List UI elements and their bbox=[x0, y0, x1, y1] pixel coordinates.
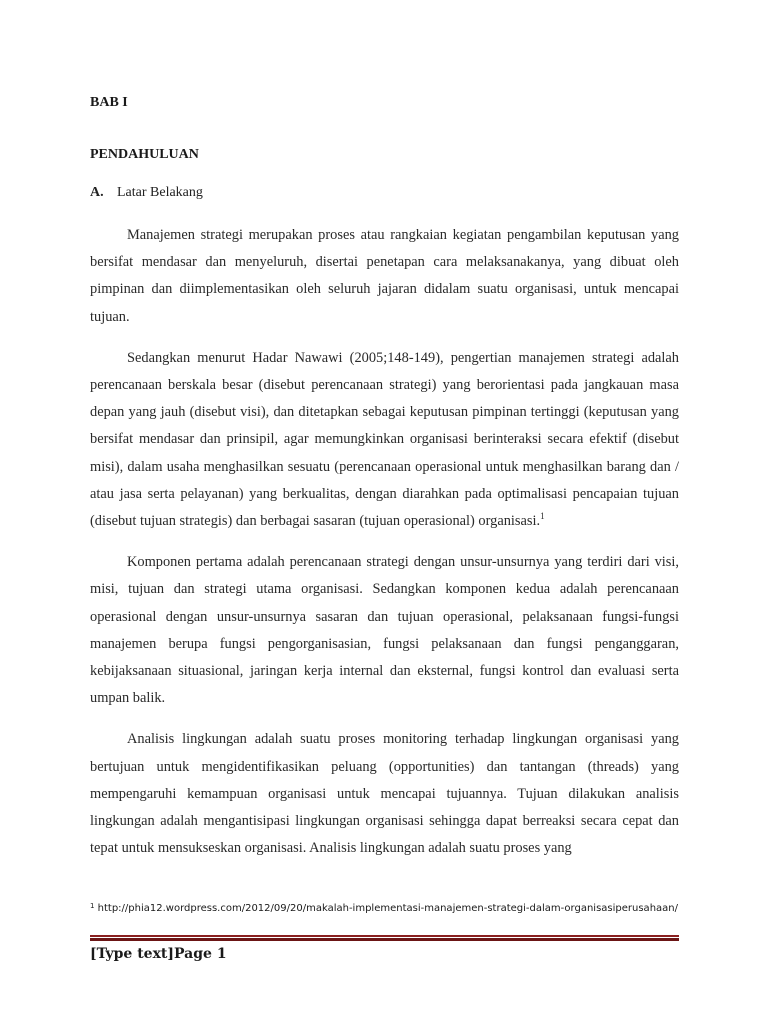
section-heading bbox=[90, 178, 679, 208]
footnote bbox=[90, 898, 679, 917]
footer-divider bbox=[90, 935, 679, 943]
paragraph: Komponen pertama adalah perencanaan strategi dengan unsur-unsurnya yang terdiri dari visi, misi, tujuan dan strategi utama organisasi. Sedangkan komponen kedua adalah perencanaan operasional dengan unsur-unsurnya sasaran dan tujuan operasional, pelaksanaan fungsi-fungsi manajemen berupa fungsi pengorganisasian, fungsi pelaksanaan dan fungsi penganggaran, kebijaksanaan situasional, jaringan kerja internal dan eksternal, fungsi kontrol dan evaluasi serta umpan balik. bbox=[90, 554, 679, 707]
page-body bbox=[90, 88, 679, 876]
chapter-title: PENDAHULUAN bbox=[90, 147, 199, 162]
paragraph: Manajemen strategi merupakan proses atau rangkaian kegiatan pengambilan keputusan yang bersifat mendasar dan menyeluruh, disertai penetapan cara melaksanakanya, yang dibuat oleh pimpinan dan diimplementasikan oleh seluruh jajaran didalam suatu organisasi, untuk mencapai tujuan. bbox=[90, 227, 679, 325]
footer-page-number: Page 1 bbox=[174, 946, 227, 962]
footer-placeholder[interactable]: [Type text] bbox=[90, 946, 175, 962]
paragraph: Sedangkan menurut Hadar Nawawi (2005;148-149), pengertian manajemen strategi adalah perencanaan berskala besar (disebut perencanaan strategi) yang berorientasi pada jangkauan masa depan yang jauh (disebut visi), dan ditetapkan sebagai keputusan pimpinan tertinggi (keputusan yang bersifat mendasar dan prinsipil, agar memungkinkan organisasi berinteraksi secara efektif (disebut misi), dalam usaha menghasilkan sesuatu (perencanaan operasional untuk menghasilkan barang dan / atau jasa serta pelayanan) yang berkualitas, dengan diarahkan pada optimalisasi pencapaian tujuan (disebut tujuan strategis) dan berbagai sasaran (tujuan operasional) organisasi.$^1$ bbox=[90, 349, 679, 530]
paragraph: Analisis lingkungan adalah suatu proses monitoring terhadap lingkungan organisasi yang bertujuan untuk mengidentifikasikan peluang (opportunities) dan tantangan (threads) yang mempengaruhi kemampuan organisasi untuk mencapai tujuannya. Tujuan dilakukan analisis lingkungan adalah mengantisipasi lingkungan organisasi sehingga dapat berreaksi secara cepat dan tepat untuk mensukseskan organisasi. Analisis lingkungan adalah suatu proses yang bbox=[90, 731, 679, 857]
footnote-number: 1 bbox=[90, 902, 95, 910]
page-footer bbox=[90, 944, 679, 964]
chapter-number: BAB I bbox=[90, 95, 128, 110]
section-letter: A. bbox=[90, 185, 104, 200]
footnote-link[interactable]: http://phia12.wordpress.com/2012/09/20/makalah-implementasi-manajemen-strategi-dalam-organisasiperusahaan/ bbox=[97, 903, 678, 914]
section-title: Latar Belakang bbox=[117, 185, 203, 200]
footnote-reference[interactable]: 1 bbox=[540, 511, 545, 522]
